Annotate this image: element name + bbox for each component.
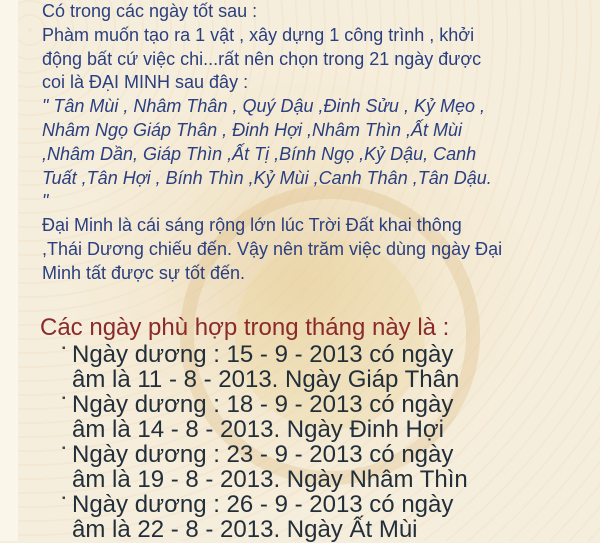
bullet-icon: ▪ xyxy=(62,443,66,454)
intro-section xyxy=(42,0,592,286)
solar-date-text: Ngày dương : 15 - 9 - 2013 có ngày xyxy=(72,341,454,368)
solar-date-text: Ngày dương : 23 - 9 - 2013 có ngày xyxy=(72,441,454,468)
explanation-line: Minh tất được sự tốt đến. xyxy=(42,262,245,283)
lunar-date-text: âm là 11 - 8 - 2013. Ngày Giáp Thân xyxy=(72,366,460,393)
list-item xyxy=(58,392,598,442)
intro-line: Phàm muốn tạo ra 1 vật , xây dựng 1 công trình , khởi xyxy=(42,24,475,45)
intro-line: coi là ĐẠI MINH sau đây : xyxy=(42,72,249,93)
explanation-line: Đại Minh là cái sáng rộng lớn lúc Trời Đất khai thông xyxy=(42,215,462,236)
bullet-icon: ▪ xyxy=(62,493,66,504)
day-names-line: " Tân Mùi , Nhâm Thân , Quý Dậu ,Đinh Sửu , Kỷ Mẹo , xyxy=(42,96,485,117)
bullet-icon: ▪ xyxy=(62,343,66,354)
solar-date-text: Ngày dương : 18 - 9 - 2013 có ngày xyxy=(72,391,454,418)
lunar-date-text: âm là 19 - 8 - 2013. Ngày Nhâm Thìn xyxy=(72,466,468,493)
explanation-line: ,Thái Dương chiếu đến. Vậy nên trăm việc dùng ngày Đại xyxy=(42,238,503,259)
day-names-line: Tuất ,Tân Hợi , Bính Thìn ,Kỷ Mùi ,Canh Thân ,Tân Dậu. xyxy=(42,167,492,188)
intro-line: Có trong các ngày tốt sau : xyxy=(42,1,258,21)
day-names-line: ,Nhâm Dần, Giáp Thìn ,Ất Tị ,Bính Ngọ ,Kỷ Dậu, Canh xyxy=(42,143,477,164)
day-names-line: Nhâm Ngọ Giáp Thân , Đinh Hợi ,Nhâm Thìn ,Ất Mùi xyxy=(42,119,463,140)
solar-date-text: Ngày dương : 26 - 9 - 2013 có ngày xyxy=(72,491,454,518)
list-item xyxy=(58,342,598,392)
lunar-date-text: âm là 22 - 8 - 2013. Ngày Ất Mùi xyxy=(72,516,418,543)
suitable-days-heading: Các ngày phù hợp trong tháng này là : xyxy=(40,314,450,341)
list-item xyxy=(58,442,598,492)
day-names-line: " xyxy=(42,191,49,212)
bullet-icon: ▪ xyxy=(62,393,66,404)
list-item xyxy=(58,492,598,542)
intro-line: động bất cứ việc chi...rất nên chọn trong 21 ngày được xyxy=(42,48,482,69)
lunar-date-text: âm là 14 - 8 - 2013. Ngày Đinh Hợi xyxy=(72,416,444,443)
suitable-days-list xyxy=(58,342,598,542)
